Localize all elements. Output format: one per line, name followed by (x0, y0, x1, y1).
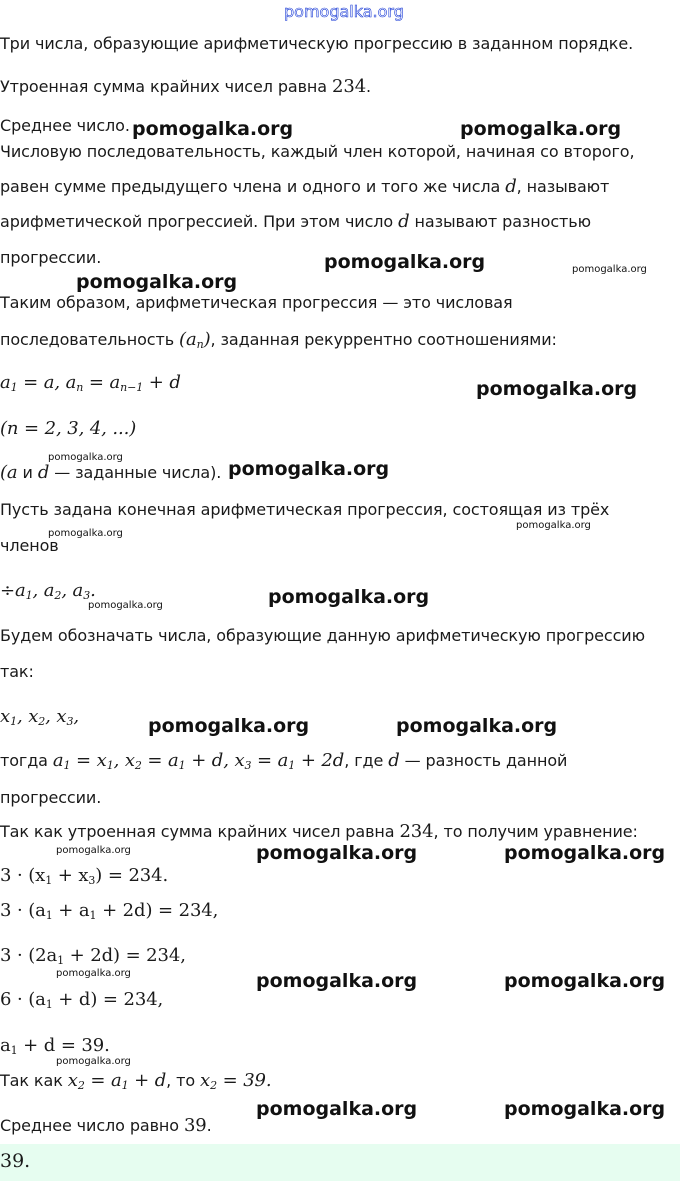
equation-5: $a_1 + d = 39$. (0, 1035, 110, 1057)
text-line-7: прогрессии. (0, 248, 102, 267)
text-line-28: Среднее число равно 39. (0, 1115, 212, 1136)
watermark: pomogalka.org (504, 1098, 666, 1120)
equation-3: $3 \cdot (2a_1 + 2d) = 234$, (0, 945, 186, 967)
text-line-6: арифметической прогрессией. При этом число d называют разностью (0, 211, 591, 232)
watermark: pomogalka.org (572, 264, 647, 275)
equation-4: $6 \cdot (a_1 + d) = 234$, (0, 989, 164, 1011)
watermark: pomogalka.org (476, 378, 638, 400)
text-line-21: Так как утроенная сумма крайних чисел равна 234, то получим уравнение: (0, 821, 638, 842)
text-line-4: Числовую последовательность, каждый член которой, начиная со второго, (0, 142, 635, 161)
answer-value: 39. (0, 1150, 31, 1172)
watermark: pomogalka.org (88, 600, 163, 611)
watermark: pomogalka.org (256, 842, 418, 864)
watermark: pomogalka.org (132, 118, 294, 140)
watermark: pomogalka.org (396, 715, 558, 737)
equation-2: $3 \cdot (a_1 + a_1 + 2d) = 234$, (0, 900, 219, 922)
text-line-8: Таким образом, арифметическая прогрессия — это числовая (0, 293, 513, 312)
text-line-5: равен сумме предыдущего члена и одного и того же числа d, называют (0, 176, 610, 197)
formula-recurrence: $a_1 = a$, $a_n = a_{n-1} + d$ (0, 372, 181, 394)
watermark: pomogalka.org (228, 458, 390, 480)
watermark-top: pomogalka.org (284, 2, 404, 21)
watermark: pomogalka.org (48, 452, 123, 463)
text-line-3: Среднее число. (0, 116, 130, 135)
answer-box (0, 1144, 680, 1181)
text-line-17: так: (0, 662, 34, 681)
formula-sequence-a: $\div a_1$, $a_2$, $a_3$. (0, 580, 96, 602)
watermark: pomogalka.org (256, 1098, 418, 1120)
watermark: pomogalka.org (48, 528, 123, 539)
watermark: pomogalka.org (516, 520, 591, 531)
text-line-20: прогрессии. (0, 788, 102, 807)
text-line-2: Утроенная сумма крайних чисел равна 234. (0, 76, 372, 97)
text-line-14: членов (0, 536, 59, 555)
text-line-27: Так как $x_2 = a_1 + d$, то $x_2 = 39$. (0, 1070, 272, 1092)
text-line-13: Пусть задана конечная арифметическая прогрессия, состоящая из трёх (0, 500, 610, 519)
text-line-1: Три числа, образующие арифметическую прогрессию в заданном порядке. (0, 34, 634, 53)
formula-n-range: (n = 2, 3, 4, ...) (0, 418, 137, 439)
text-line-12: (a и d — заданные числа). (0, 462, 222, 483)
watermark: pomogalka.org (324, 251, 486, 273)
watermark: pomogalka.org (460, 118, 622, 140)
formula-sequence-x: $x_1$, $x_2$, $x_3$, (0, 706, 79, 728)
watermark: pomogalka.org (56, 845, 131, 856)
watermark: pomogalka.org (56, 1056, 131, 1067)
watermark: pomogalka.org (56, 968, 131, 979)
text-line-16: Будем обозначать числа, образующие данную арифметическую прогрессию (0, 626, 645, 645)
watermark: pomogalka.org (504, 970, 666, 992)
watermark: pomogalka.org (256, 970, 418, 992)
text-line-9: последовательность $(a_n)$, заданная рекуррентно соотношениями: (0, 329, 557, 351)
text-line-19: тогда $a_1 = x_1$, $x_2 = a_1 + d$, $x_3 = a_1 + 2d$, где d — разность данной (0, 750, 568, 772)
watermark: pomogalka.org (148, 715, 310, 737)
watermark: pomogalka.org (76, 271, 238, 293)
watermark: pomogalka.org (268, 586, 430, 608)
watermark: pomogalka.org (504, 842, 666, 864)
equation-1: $3 \cdot (x_1 + x_3) = 234$. (0, 865, 169, 887)
